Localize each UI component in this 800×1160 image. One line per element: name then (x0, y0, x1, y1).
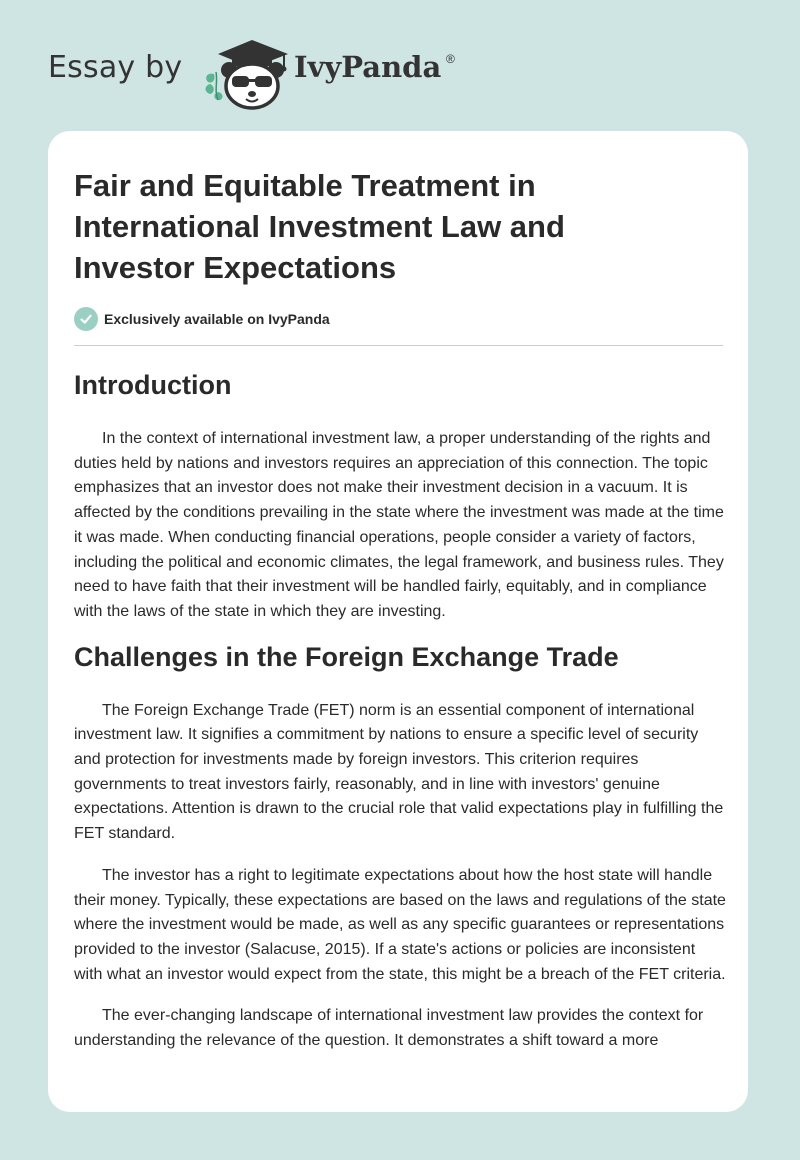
paragraph: The Foreign Exchange Trade (FET) norm is an essential component of international investment law. It signifies a commitment by nations to ensure a specific level of security and protection for investments made by foreign investors. This criterion requires governments to treat investors fairly, reasonably, and in line with investors' genuine expectations. Attention is drawn to the crucial role that valid expectations play in fulfilling the FET standard. (74, 701, 724, 843)
exclusive-badge (74, 307, 330, 331)
article-body (74, 367, 726, 1054)
ivy-leaf-icon (206, 74, 223, 100)
check-icon (74, 307, 98, 331)
essay-by-label: Essay by (48, 50, 183, 85)
brand-name[interactable]: IvyPanda (294, 50, 442, 84)
article-title: Fair and Equitable Treatment in International Investment Law and Investor Expectations (74, 168, 565, 285)
title-divider (74, 345, 723, 346)
site-header (0, 0, 800, 130)
paragraph: The ever-changing landscape of international investment law provides the context for understanding the relevance of the question. It demonstrates a shift toward a more (74, 1007, 704, 1050)
paragraph: In the context of international investment law, a proper understanding of the rights and duties held by nations and investors requires an appreciation of this connection. The topic emphasizes that an investor does not make their investment decision in a vacuum. It is affected by the conditions prevailing in the state where the investment was made at the time it was made. When conducting financial operations, people consider a variety of factors, including the political and economic climates, the legal framework, and business rules. They need to have faith that their investment will be handled fairly, equitably, and in compliance with the laws of the state in which they are investing. (74, 430, 724, 620)
section-heading-introduction: Introduction (74, 370, 232, 400)
article-card (48, 131, 748, 1112)
paragraph: The investor has a right to legitimate expectations about how the host state will handle their money. Typically, these expectations are based on the laws and regulations of the state where the investment would be made, as well as any specific guarantees or representations provided to the investor (Salacuse, 2015). If a state's actions or policies are inconsistent with what an investor would expect from the state, this might be a breach of the FET criteria. (74, 866, 726, 983)
exclusive-label: Exclusively available on IvyPanda (104, 311, 330, 327)
registered-mark: ® (446, 52, 455, 66)
panda-logo-icon[interactable] (198, 34, 294, 110)
section-heading-challenges: Challenges in the Foreign Exchange Trade (74, 641, 619, 672)
